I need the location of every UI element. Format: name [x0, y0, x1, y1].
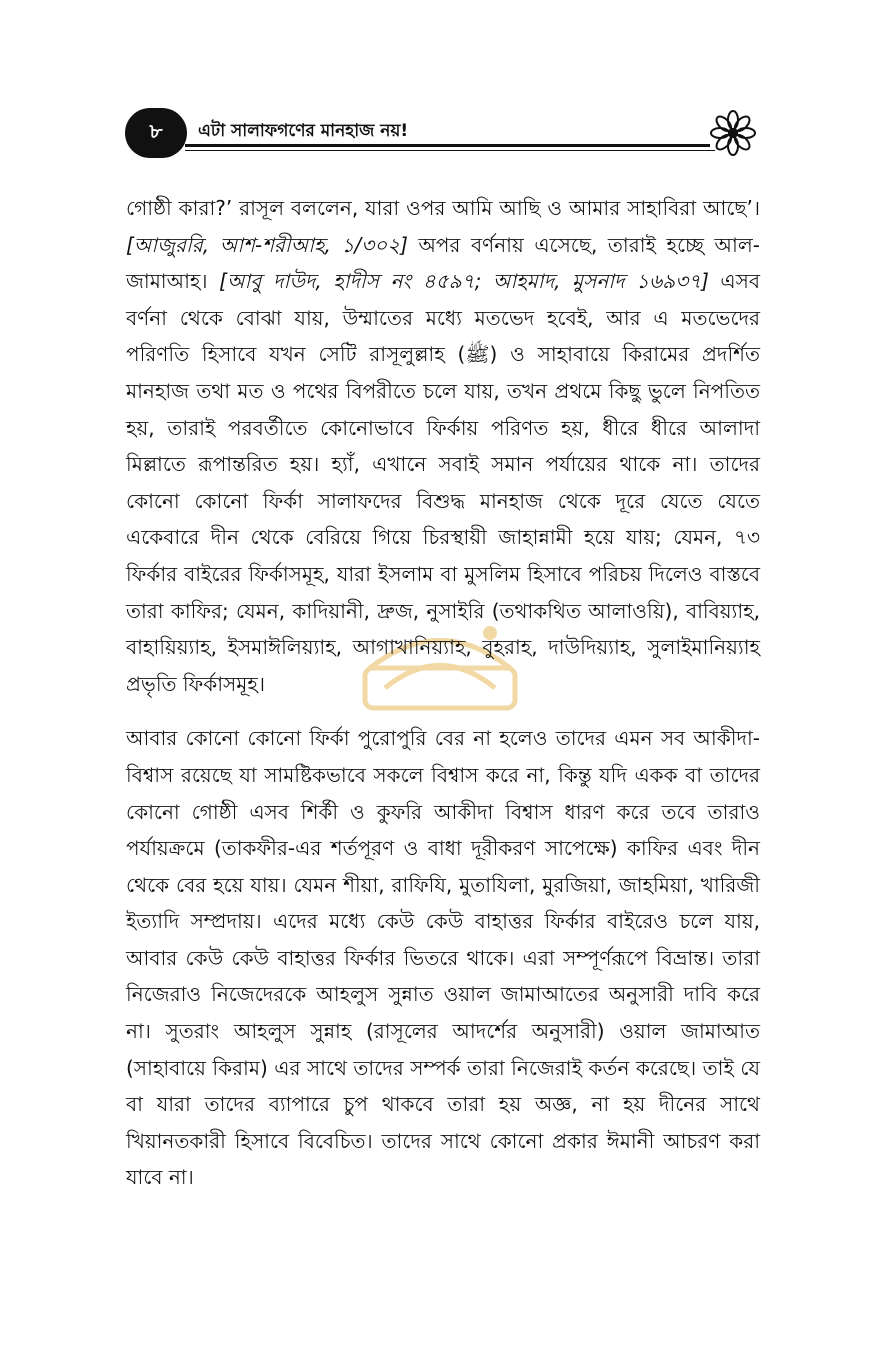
header-rule-thin [185, 150, 715, 151]
body-paragraph [126, 190, 760, 702]
flower-ornament-icon [708, 108, 758, 158]
citation: [আবু দাউদ, হাদীস নং ৪৫৯৭; আহমাদ, মুসনাদ ১৬৯৩৭] [219, 269, 709, 294]
page-header [0, 0, 870, 170]
page-number-badge: ৮ [125, 108, 187, 158]
citation: [আজুররি, আশ-শরীআহ, ১/৩০২] [126, 232, 408, 257]
body-text: এসব বর্ণনা থেকে বোঝা যায়, উম্মাতের মধ্যে মতভেদ হবেই, আর এ মতভেদের পরিণতি হিসাবে যখন সেটি রাসূলুল্লাহ (ﷺ) ও সাহাবায়ে কিরামের প্রদর্শিত মানহাজ তথা মত ও পথের বিপরীতে চলে যায়, তখন প্রথমে কিছু ভুলে নিপতিত হয়, তারাই পরবর্তীতে কোনোভাবে ফির্কায় পরিণত হয়, ধীরে ধীরে আলাদা মিল্লাতে রূপান্তরিত হয়। হ্যাঁ, এখানে সবাই সমান পর্যায়ের থাকে না। তাদের কোনো কোনো ফির্কা সালাফদের বিশুদ্ধ মানহাজ থেকে দূরে যেতে যেতে একেবারে দীন থেকে বেরিয়ে গিয়ে চিরস্থায়ী জাহান্নামী হয়ে যায়; যেমন, ৭৩ ফির্কার বাইরের ফির্কাসমূহ, যারা ইসলাম বা মুসলিম হিসাবে পরিচয় দিলেও বাস্তবে তারা কাফির; যেমন, কাদিয়ানী, দ্রুজ, নুসাইরি (তথাকথিত আলাওয়ি), বাবিয়্যাহ, বাহায়িয়্যাহ, ইসমাঈলিয়্যাহ, আগাখানিয়্যাহ, বুহরাহ, দাউদিয়্যাহ, সুলাইমানিয়্যাহ প্রভৃতি ফির্কাসমূহ। [126, 269, 760, 696]
body-text: অপর বর্ণনায় এসেছে, তারাই হচ্ছে আল-জামাআহ। [126, 232, 760, 294]
running-title: এটা সালাফগণের মানহাজ নয়! [198, 121, 409, 141]
body-paragraph: আবার কোনো কোনো ফির্কা পুরোপুরি বের না হলেও তাদের এমন সব আকীদা-বিশ্বাস রয়েছে যা সামষ্টিকভাবে সকলে বিশ্বাস করে না, কিন্তু যদি একক বা তাদের কোনো গোষ্ঠী এসব শির্কী ও কুফরি আকীদা বিশ্বাস ধারণ করে তবে তারাও পর্যায়ক্রমে (তাকফীর-এর শর্তপূরণ ও বাধা দূরীকরণ সাপেক্ষে) কাফির এবং দীন থেকে বের হয়ে যায়। যেমন শীয়া, রাফিযি, মুতাযিলা, মুরজিয়া, জাহমিয়া, খারিজী ইত্যাদি সম্প্রদায়। এদের মধ্যে কেউ কেউ বাহাত্তর ফির্কার বাইরেও চলে যায়, আবার কেউ কেউ বাহাত্তর ফির্কার ভিতরে থাকে। এরা সম্পূর্ণরূপে বিভ্রান্ত। তারা নিজেরাও নিজেদেরকে আহলুস সুন্নাত ওয়াল জামাআতের অনুসারী দাবি করে না। সুতরাং আহলুস সুন্নাহ (রাসূলের আদর্শের অনুসারী) ওয়াল জামাআত (সাহাবায়ে কিরাম) এর সাথে তাদের সম্পর্ক তারা নিজেরাই কর্তন করেছে। তাই যে বা যারা তাদের ব্যাপারে চুপ থাকবে তারা হয় অজ্ঞ, না হয় দীনের সাথে খিয়ানতকারী হিসাবে বিবেচিত। তাদের সাথে কোনো প্রকার ঈমানী আচরণ করা যাবে না। [126, 726, 760, 1190]
page-body [126, 190, 760, 1196]
body-text: গোষ্ঠী কারা?’ রাসূল বললেন, যারা ওপর আমি আছি ও আমার সাহাবিরা আছে’। [126, 196, 760, 220]
header-rule [185, 144, 710, 147]
